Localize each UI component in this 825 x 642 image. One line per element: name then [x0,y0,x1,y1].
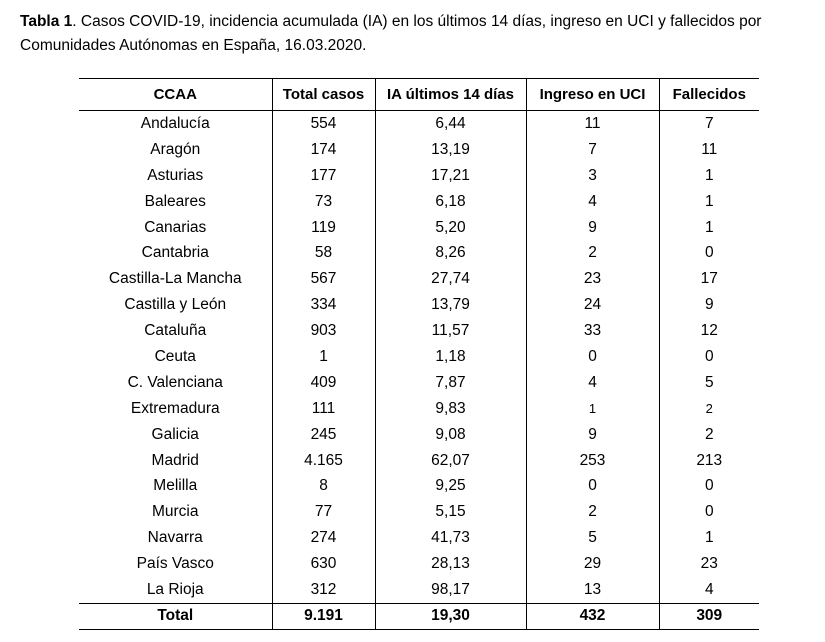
cell-total-casos: 77 [272,499,375,525]
table-row [79,473,759,499]
table-caption [20,10,820,58]
cell-ia: 41,73 [375,525,526,551]
cell-ia: 27,74 [375,266,526,292]
cell-ccaa: País Vasco [136,555,214,573]
cell-uci: 5 [526,525,659,551]
cell-total-casos: 4.165 [272,448,375,474]
cell-ccaa: C. Valenciana [127,373,223,391]
table-row [79,422,759,448]
cell-ccaa: Extremadura [130,399,220,417]
cell-fallecidos: 7 [659,111,759,137]
cell-uci: 1 [526,396,659,422]
cell-uci: 23 [526,266,659,292]
cell-ia: 1,18 [375,344,526,370]
cell-total-casos: 177 [272,163,375,189]
cell-ia: 6,18 [375,189,526,215]
table-row [79,137,759,163]
total-cell-ccaa: Total [79,603,272,629]
total-cell-uci: 432 [526,603,659,629]
cell-uci: 33 [526,318,659,344]
cell-ia: 62,07 [375,448,526,474]
cell-ccaa: Baleares [144,192,206,210]
table-row [79,318,759,344]
cell-uci: 4 [526,370,659,396]
cell-ia: 6,44 [375,111,526,137]
cell-fallecidos: 0 [659,344,759,370]
cell-ia: 98,17 [375,577,526,603]
cell-fallecidos: 11 [659,137,759,163]
cell-fallecidos: 1 [659,163,759,189]
column-header-fallecidos: Fallecidos [659,79,759,111]
cell-uci: 24 [526,292,659,318]
cell-fallecidos: 2 [659,422,759,448]
cell-ccaa: La Rioja [146,580,204,598]
caption-lead: Tabla 1 [20,13,73,30]
cell-ccaa: Cantabria [141,244,209,262]
column-header-uci: Ingreso en UCI [526,79,659,111]
cell-ccaa: Cataluña [144,322,207,340]
cell-ia: 8,26 [375,240,526,266]
cell-ia: 9,25 [375,473,526,499]
cell-uci: 3 [526,163,659,189]
cell-uci: 2 [526,240,659,266]
cell-ia: 13,79 [375,292,526,318]
cell-fallecidos: 213 [659,448,759,474]
cell-total-casos: 567 [272,266,375,292]
cell-total-casos: 111 [272,396,375,422]
total-cell-total-casos: 9.191 [272,603,375,629]
cell-total-casos: 630 [272,551,375,577]
cell-ccaa: Castilla y León [124,296,227,314]
cell-fallecidos: 0 [659,240,759,266]
column-header-ccaa: CCAA [79,79,272,111]
cell-uci: 11 [526,111,659,137]
cell-uci: 9 [526,422,659,448]
cell-fallecidos: 5 [659,370,759,396]
cell-fallecidos: 1 [659,525,759,551]
cell-total-casos: 312 [272,577,375,603]
cell-fallecidos: 17 [659,266,759,292]
table-row [79,189,759,215]
cell-total-casos: 8 [272,473,375,499]
cell-uci: 29 [526,551,659,577]
cell-ia: 7,87 [375,370,526,396]
covid-table [79,78,759,630]
cell-fallecidos: 12 [659,318,759,344]
cell-ia: 28,13 [375,551,526,577]
table-row [79,551,759,577]
table-row [79,215,759,241]
cell-total-casos: 554 [272,111,375,137]
table-row [79,266,759,292]
cell-fallecidos: 23 [659,551,759,577]
cell-fallecidos: 1 [659,189,759,215]
table-row [79,111,759,137]
cell-total-casos: 174 [272,137,375,163]
cell-total-casos: 274 [272,525,375,551]
table-row [79,577,759,603]
cell-uci: 253 [526,448,659,474]
cell-ccaa: Murcia [151,503,199,521]
cell-total-casos: 58 [272,240,375,266]
cell-ccaa: Galicia [151,425,199,443]
cell-ccaa: Castilla-La Mancha [108,270,242,288]
cell-fallecidos: 1 [659,215,759,241]
cell-total-casos: 73 [272,189,375,215]
cell-ccaa: Navarra [147,529,203,547]
table-row [79,525,759,551]
cell-total-casos: 334 [272,292,375,318]
cell-fallecidos: 9 [659,292,759,318]
column-header-total-casos: Total casos [272,79,375,111]
table-row [79,499,759,525]
cell-ia: 11,57 [375,318,526,344]
cell-ccaa: Melilla [153,477,198,495]
cell-total-casos: 1 [272,344,375,370]
cell-ccaa: Asturias [147,166,204,184]
cell-uci: 9 [526,215,659,241]
header-row [79,79,759,111]
cell-uci: 13 [526,577,659,603]
cell-ccaa: Madrid [151,451,199,469]
total-cell-ia: 19,30 [375,603,526,629]
cell-ccaa: Ceuta [154,347,196,365]
cell-ia: 9,83 [375,396,526,422]
cell-uci: 2 [526,499,659,525]
table-row [79,163,759,189]
cell-ia: 13,19 [375,137,526,163]
cell-ia: 17,21 [375,163,526,189]
cell-total-casos: 903 [272,318,375,344]
cell-total-casos: 119 [272,215,375,241]
column-header-ia: IA últimos 14 días [375,79,526,111]
cell-uci: 4 [526,189,659,215]
cell-ccaa: Andalucía [140,114,210,132]
table-body [79,111,759,630]
table-row [79,370,759,396]
cell-total-casos: 409 [272,370,375,396]
cell-fallecidos: 2 [659,396,759,422]
table-row [79,292,759,318]
total-row [79,603,759,629]
cell-ia: 9,08 [375,422,526,448]
table-row [79,240,759,266]
total-cell-fallecidos: 309 [659,603,759,629]
cell-ia: 5,15 [375,499,526,525]
caption-text: . Casos COVID-19, incidencia acumulada (IA) en los últimos 14 días, ingreso en UCI y fallecidos por Comunidades Autónomas en España, 16.03.2020. [20,13,762,54]
cell-fallecidos: 0 [659,499,759,525]
cell-total-casos: 245 [272,422,375,448]
cell-fallecidos: 4 [659,577,759,603]
table-row [79,396,759,422]
cell-uci: 0 [526,344,659,370]
table-row [79,448,759,474]
cell-ccaa: Aragón [150,140,201,158]
table-row [79,344,759,370]
cell-ia: 5,20 [375,215,526,241]
cell-uci: 7 [526,137,659,163]
cell-ccaa: Canarias [144,218,207,236]
cell-uci: 0 [526,473,659,499]
cell-fallecidos: 0 [659,473,759,499]
